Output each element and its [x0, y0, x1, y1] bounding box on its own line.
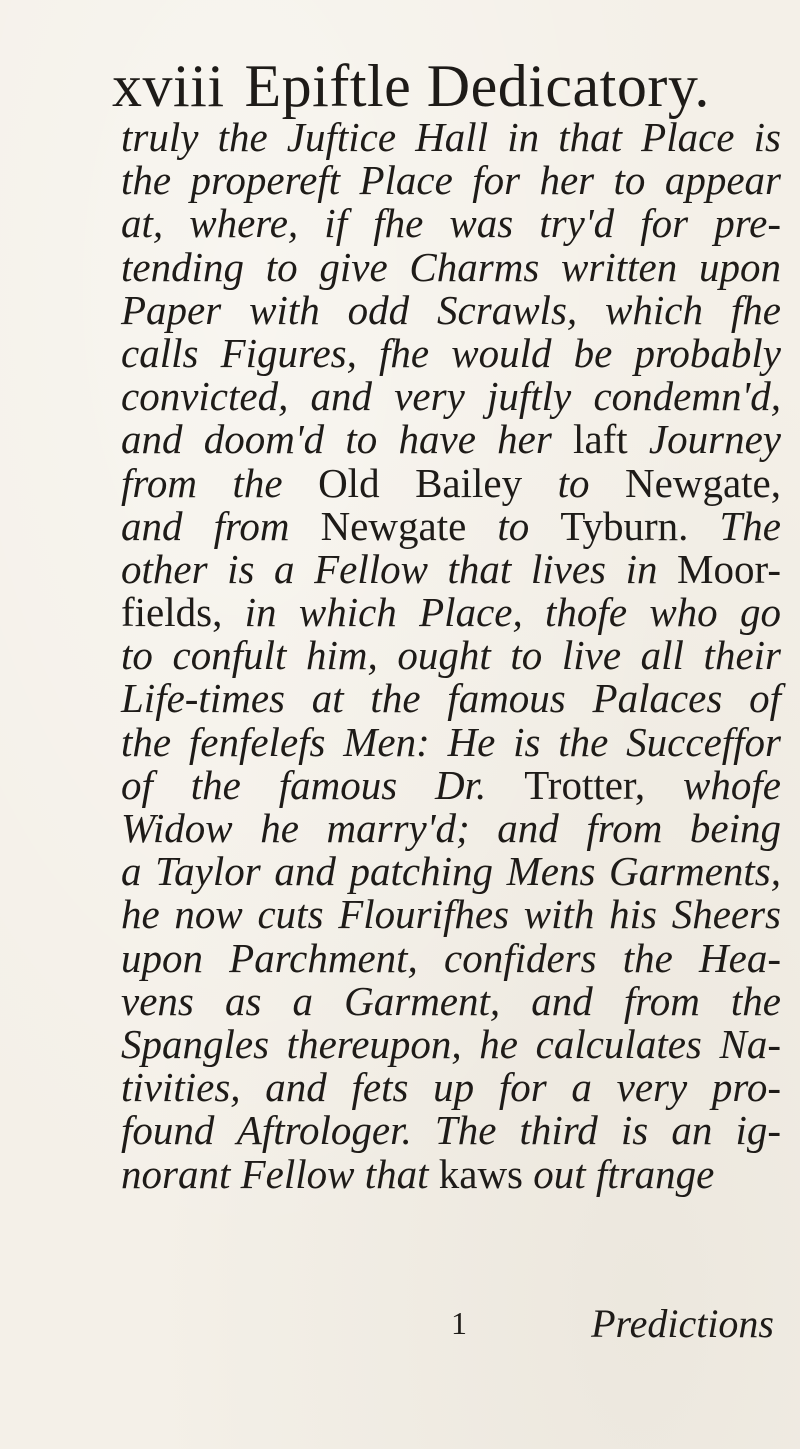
text-line	[121, 934, 781, 981]
italic-text: whofe	[645, 761, 781, 808]
italic-text: out ftrange	[523, 1150, 715, 1197]
italic-text: tivities, and fets up for a very pro-	[121, 1064, 781, 1111]
italic-text: upon Parchment, confiders the Hea-	[121, 934, 781, 981]
text-line	[121, 807, 781, 850]
italic-text: and doom'd to have her	[121, 416, 574, 463]
catchword: Predictions	[591, 1301, 774, 1346]
text-line	[121, 977, 781, 1024]
roman-text: Trotter,	[524, 761, 646, 808]
italic-text: the fenfelefs Men: He is the Succeffor	[121, 718, 781, 765]
roman-text: Moor-	[677, 545, 781, 592]
roman-text: Tyburn.	[560, 502, 689, 549]
roman-text: kaws	[438, 1150, 524, 1197]
italic-text: The	[688, 502, 781, 549]
italic-text: Life-times at the famous Palaces of	[121, 675, 781, 722]
roman-text: laft	[573, 416, 628, 463]
text-line	[121, 116, 781, 159]
italic-text: and from	[121, 502, 321, 549]
text-line	[121, 634, 781, 677]
italic-text: convicted, and very juftly condemn'd,	[121, 373, 781, 420]
text-line	[121, 159, 781, 202]
text-line	[121, 677, 781, 720]
text-line	[121, 502, 781, 549]
text-line	[121, 202, 781, 245]
italic-text: tending to give Charms written upon	[121, 243, 781, 290]
text-line	[121, 418, 781, 461]
text-line	[121, 850, 781, 893]
italic-text: Widow he marry'd; and from being	[121, 805, 781, 851]
page-header	[112, 50, 710, 122]
italic-text: in which Place, thofe who go	[222, 589, 781, 636]
italic-text: truly the Juftice Hall in that Place is	[121, 114, 781, 160]
text-line	[121, 243, 781, 290]
text-line	[121, 718, 781, 765]
text-line	[121, 1150, 781, 1197]
text-line	[121, 893, 781, 936]
roman-text: Old Bailey	[318, 459, 523, 506]
text-line	[121, 591, 781, 634]
text-line	[121, 1109, 781, 1152]
roman-text: Newgate	[320, 502, 467, 549]
italic-text: he now cuts Flourifhes with his Sheers	[121, 891, 781, 938]
roman-text: fields,	[121, 589, 223, 636]
italic-text: vens as a Garment, and from the	[121, 977, 781, 1024]
text-line	[121, 329, 781, 376]
italic-text: to	[522, 459, 626, 506]
italic-text: to confult him, ought to live all their	[121, 632, 781, 679]
italic-text: of the famous Dr.	[121, 761, 525, 808]
text-line	[121, 1020, 781, 1067]
signature-mark: 1	[451, 1305, 467, 1341]
italic-text: calls Figures, fhe would be probably	[121, 329, 781, 376]
text-line	[121, 1066, 781, 1109]
text-line	[121, 761, 781, 808]
page-footer	[121, 1302, 776, 1345]
text-line	[121, 545, 781, 592]
italic-text: to	[466, 502, 561, 549]
roman-text: Newgate,	[625, 459, 781, 506]
italic-text: Journey	[627, 416, 781, 463]
italic-text: from the	[121, 459, 319, 506]
italic-text: Spangles thereupon, he calculates Na-	[121, 1020, 781, 1067]
italic-text: other is a Fellow that lives in	[121, 545, 678, 592]
italic-text: found Aftrologer. The third is an ig-	[121, 1107, 781, 1154]
page-number: xviii	[112, 53, 225, 119]
italic-text: the propereft Place for her to appear	[121, 157, 781, 204]
text-line	[121, 459, 781, 506]
text-line	[121, 286, 781, 333]
italic-text: Paper with odd Scrawls, which fhe	[121, 286, 781, 333]
italic-text: at, where, if fhe was try'd for pre-	[121, 200, 781, 247]
italic-text: a Taylor and patching Mens Garments,	[121, 848, 781, 895]
body-text	[121, 116, 781, 1196]
text-line	[121, 375, 781, 418]
italic-text: norant Fellow that	[121, 1150, 439, 1197]
running-title: Epiftle Dedicatory.	[244, 53, 710, 119]
